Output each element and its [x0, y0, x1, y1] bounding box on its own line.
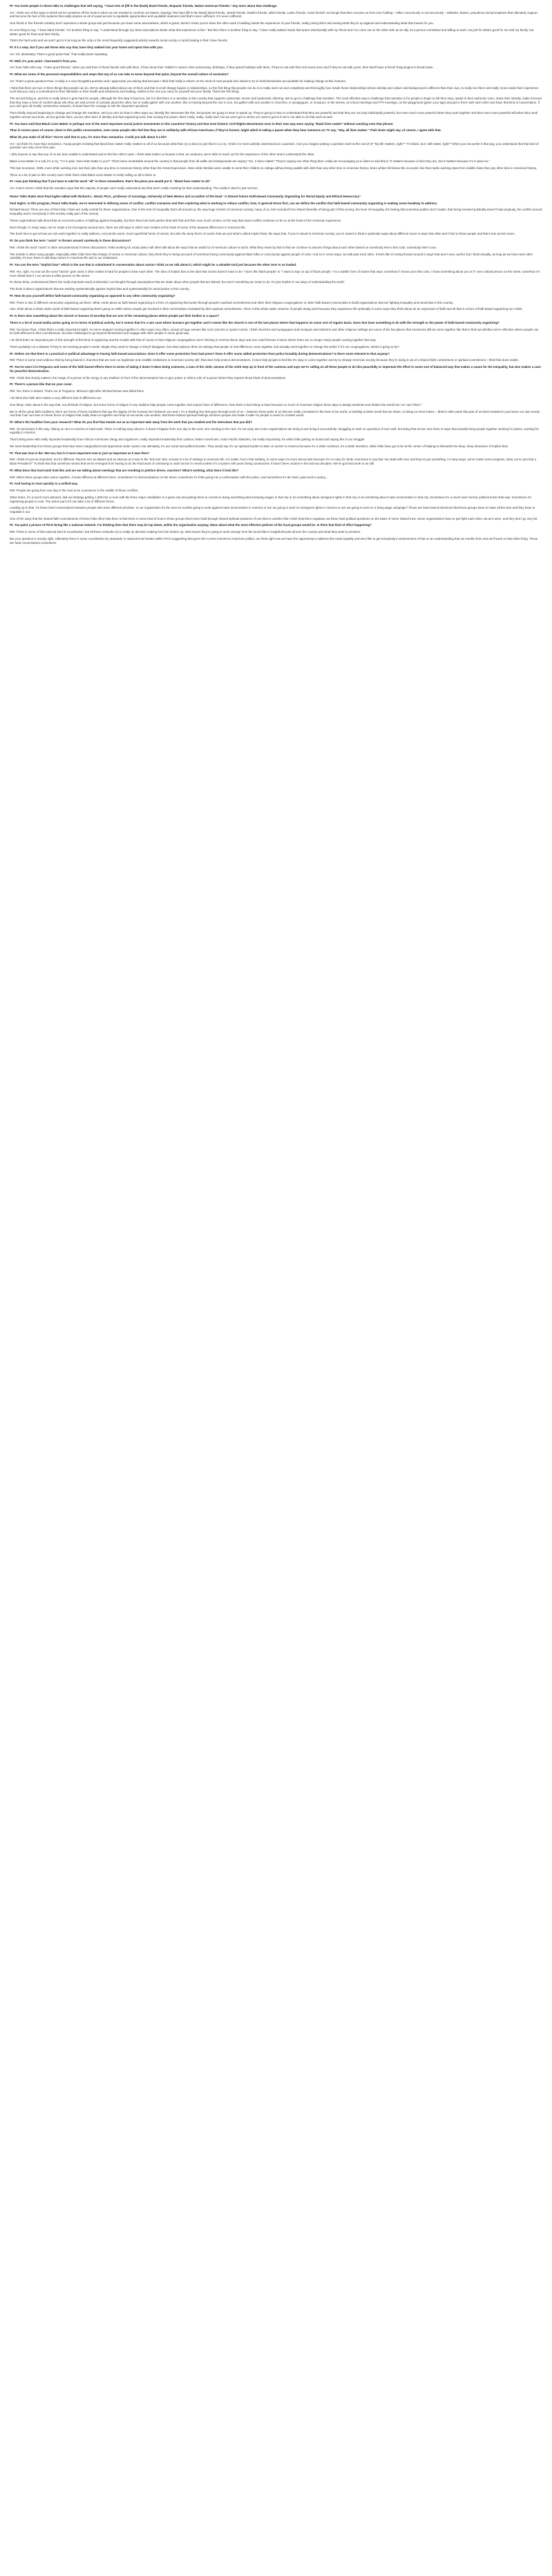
- question-paragraph: PI: Strikes me that there is a practical or political advantage to having faith-based associations. Does it offer some protection from bad press? Does it offer some added protection from police brutality during demonstrations? Is there some element to that anyway?: [10, 351, 390, 355]
- question-paragraph: PI: I was just thinking that if you have to add the word “all” in there somewhere, that’s the piece you would put it; “Black lives matter to all.”: [10, 179, 211, 184]
- answer-paragraph: RW: Yes, right. As soon as the word “racism” gets used, it often makes it hard for people to hear each other. The idea of implicit bias is the idea that racism doesn’t have to be “I don’t like black people” or “I want to stay on top of black people.” It’s a subtler form of racism that says; somehow if I know your skin color, I know something about you or if I see a black person on the street, somehow I’m more afraid than if I run across a white person on the street.: [10, 269, 540, 277]
- answer-paragraph: RW: You know Paul, I think that’s a really important insight. As we’ve stopped coming together in other ways very often, except at huge venues like rock concerts or sports events, I think churches and synagogues and mosques and ashrams and other religious settings are some of the few places that Americans still do come together like that to find out whether we’re reflective where people can be both affirmed in their commitments, but also challenged to go beyond themselves and engage with other people in some good way.: [10, 327, 539, 335]
- answer-paragraph: One thing I write about is the way that, not all kinds of religion, but some forms of religion in any tradition help people come together and respect lines of difference. Now that’s a hard thing to have because so much of American religion these days is deeply intolerant and divides the world into “us” and “them.”: [10, 402, 422, 407]
- answer-paragraph: Even though, in many ways, we’ve made a lot of progress around race, there are still ways in which race resides at the heart of some of the deepest differences in American life.: [10, 225, 247, 229]
- answer-paragraph: AH: Oh, absolutely! That’s a good point Paul. That really bears repeating.: [10, 52, 108, 56]
- question-paragraph: PI: You use the term “implicit bias” which is the one that is substituted in conversation about racism I think as we talk about it, which might be a valuable tool just because the other term is so loaded.: [10, 263, 297, 267]
- answer-paragraph: RW: People are going from one day to the next to be a presence in the middle of those conflicts.: [10, 489, 139, 493]
- answer-paragraph: RW: When these groups take action together, it looks different at different times. Sometimes it’s demonstrations on the street, sometimes it’s folks going into a confrontation with the police, and sometimes it’s the hard, quiet work in policy...: [10, 475, 328, 479]
- answer-paragraph: RW: I’d summarize it this way. Taking on race in America is hard work. There is nothing easy about it. It doesn’t happen from one day to the next; one meeting to the next, it’s not easy. But some organizations are doing it and doing it successfully; struggling to work on questions of race well, but doing that across race lines in ways that actually bring people together working for justice, working for equality in America.: [10, 427, 539, 435]
- answer-paragraph: I do think that’s an important part of this strength of this kind of organizing and the trouble with that of course is that religious congregations aren’t thriving in America these days and one could foresee a future where there are no longer many people coming together that way.: [10, 338, 377, 342]
- answer-paragraph: One friend or five friends certainly don’t represent a whole group and just because you have some associations, which is great, doesn’t mean you’ve done the other work of walking inside the experience of your friends, really joining them and seeing what they’re up against and understanding what that means for you.: [10, 21, 435, 26]
- answer-paragraph: But your question is exactly right. Ultimately there is some coordination by statewide or national level bodies within PICO suggesting that given the current moment in American politics, we think right now we have the opportunity to address this racial equality and we’d like to get everybody’s endorsement of that on an understanding that six months from now we’ll work on that other thing. Those are hard conversations sometimes.: [10, 537, 538, 545]
- answer-paragraph: RW: I think it’s just as important, but it’s different. Racism isn’t as blatant and as obvious as it was in the ’50s and ’60s, at least in a lot of settings in American life. It’s subtle, but in that subtlety, in some ways it’s more democratic because it’s so easy for white Americans to say that “we dealt with race and they’ve got something. In many ways, we’ve made some progress, what, we’ve just had a black President?” To think that that somehow means that we’ve emerged from having to do the hard work of continuing to undo racism in America when it’s a system 400 years being constructed. It hasn’t been undone in the last two decades. We’ve got hard work to do still.: [10, 458, 536, 465]
- answer-paragraph: I defy anyone to say that any of us are born unable to understand and to feel the other’s pain. I think what makes us human is that, as creatures, we’re able to reach out for the experience of the other and to understand the other.: [10, 153, 315, 157]
- answer-paragraph: Black Lives Matter is a call, it’s a cry; “I’m in pain. Does that matter to you?” That’s been remarkable around the country is that people from all walks and backgrounds are saying “Yes, it does matter!” They’re saying one other thing that I really am encouraging us to listen to and that is “it matters because of who they are, but it matters because I’m in pain too.”: [10, 159, 491, 163]
- answer-paragraph: These organizations talk about that as economic justice or fighting against inequality, but then they look both parties deal with that and then very much centers on the way that racial conflict continues to be so at the heart of the American experience.: [10, 218, 342, 222]
- question-paragraph: PI: That was true in the ‘60s too, but is it more important now or just as important as it was then?: [10, 451, 150, 455]
- answer-paragraph: Then thirdly, beyond beginning to change and change the narrative, and you can’t do that in other ways too, literally like interviews like this, but people are going to have to speak up. They’re going to have to understand that they are powerful and that they are not only individually powerful, but even much more powerful when they work together and then even more powerful still when they work together across race lines, across gender lines, across other lines of identity and that organizing work, that coming into power, that’s really, really, really hard, but we won’t get to where we need to get to if we’re not able to do that work as well.: [10, 111, 538, 119]
- question-paragraph: PI: What’s the headline from your research? What do you find that stands out as an important take away from the work that you studied and the interviews that you did?: [10, 420, 252, 424]
- answer-paragraph: Leading up to that, it’s these hard conversations between people who have different priorities. Is our organization for the next six months going to work against mass incarceration in America or are we going to work on immigrant rights in America or are we going to work on a living wage campaign? Those are hard tactical decisions that these groups have to make all the time and they have to negotiate it out.: [10, 506, 535, 514]
- question-paragraph: What do you make of all this? You’ve said that to you, it’s more than semantics. Could you talk about it a bit?: [10, 135, 167, 139]
- answer-paragraph: That’s the hard work and we won’t get to it as long as the only or the most frequently suggested activity towards racial comity or racial healing is that I have friends.: [10, 39, 228, 43]
- answer-paragraph: RW: There is some real evidence that by being based in churches that are seen as legitimate and credible institutions in American society still, that does help protect demonstrators. It does help people to feel like it’s okay to come together and try to change American society because they’re doing it out of a shared faith commitment or spiritual commitment. I think that does matter.: [10, 358, 519, 362]
- answer-paragraph: I do think also faith also makes a very different kind of difference too.: [10, 396, 102, 400]
- answer-paragraph: The trouble is when many people, especially white folks hear that charge of racism in American culture, they think they’re being accused of somehow being consciously against black folks or consciously against people of color. And so in some ways, we talk past each other. It feels like it’s being thrown around in ways that aren’t very careful, but I think actually, as long as we hear each other carefully, it’s true; there is still deep racism in American life and in our institutions.: [10, 252, 533, 260]
- answer-paragraph: This last recession, 2008, more white working men lost their jobs than any time in American history other than the Great Depression. More white families were unable to send their children to college without being saddle with debt than any other time in American history. More whites fell below the economic line that marks working class from middle class than any other time in American history.: [10, 166, 537, 170]
- answer-paragraph: RW: There is lots of different community organizing out there. What I write about as faith-based organizing is a form of organizing that works through people’s spiritual commitments and often their religious congregations or other faith-based communities to build organizations that are fighting inequality and racial bias in this country.: [10, 300, 454, 304]
- question-paragraph: PI: It’s a step, but if you ask those who say that, have they walked into your home and spent time with you.: [10, 46, 164, 50]
- answer-paragraph: It’s one thing to say, “I have black friends.” It’s another thing to say, “I understand through my close associations better what that experience is like.” But then there is another thing to say, “I have really walked inside that space intentionally with my friend and I’ve come out on the other side as an ally, as a person committed and willing to work, not just for what’s good for me and my family, but what’s good for them and their family.: [10, 28, 534, 36]
- answer-paragraph: The second thing is, and this is really where it gets hard for people, although the first step is hard too, but it is that there is a narrative in this country that supports systematic racism and systematic othering. We’ve got to challenge that narrative. The most effective way to challenge that narrative is for people to begin to tell their story, speak in their authentic voice, share their identity, make it known that they have a level of comfort about who they are and a level of curiosity about the other, but to really gather with one another, this is moving beyond the one to one, but gather with one another in churches, in synagogues, in mosques, in the streets, at school meetings and PTA meetings, on the playground (given your age) and get in there with each other and have that kind of conversation. If you can’t give all mostly constructive answers, at least have the courage to ask the important questions.: [10, 97, 542, 108]
- answer-paragraph: There is a lot of pain in this country and I think that’s what Black Lives Matter is really calling us all to listen to.: [10, 173, 157, 177]
- answer-paragraph: One of the ways that the shared faith commitments of these folks often help them is that there is some kind of trust in those groups that’s been built through shared spiritual practices of one kind or another that I think help them negotiate out these hard political questions on the basis of some shared trust. Some organizations have to just fight each other out as it were, and they don’t go very far.: [10, 516, 538, 520]
- answer-paragraph: That’s probably not a disaster if they’re not meeting people’s needs. Maybe they need to change or they’ll disappear, but what replaces them as settings that people of real difference come together and actually work together to change the world. If it’s not congregations, what’s it going to be?: [10, 344, 399, 349]
- answer-paragraph: AH: Even folks who say, “I have good friends,” when you ask them if those friends visit with them, if they know their children’s names, their anniversary, birthdays, if they spend holidays with them, if they’ve sat with their sick loved ones and if they’ve sat with yours, then that’ll have a friend” thing begins to break down.: [10, 66, 434, 70]
- answer-paragraph: The book is about organizations that are working systematically against implicit bias and systematically for racial justice in this country.: [10, 287, 190, 291]
- answer-paragraph: RW: I think the word “racist” is often misunderstood in these discussions. Folks working for racial justice will often talk about the ways that an awful lot of American culture is racist. What they mean by that is that we continue to assume things about each other based on somebody else’s skin color, somebody else’s race.: [10, 245, 437, 249]
- question-paragraph: PI: Is there also something about the church or houses of worship that are one of the remaining places where people put their bodies in a space?: [10, 314, 220, 318]
- question-paragraph: There is a lot of social media action going on in terms of political activity, but it seems that it’s a rare case where humans get together and it seems like the church is one of the last places where that happens on some sort of regular basis. Does that have something to do with the strength or the power of faith-based community organizing?: [10, 320, 499, 324]
- answer-paragraph: I think that there are two or three things that people can do. We’ve already talked about one of them and that is at all change begins in relationships, so the first thing that people can do is to really seek out and completely and thoroughly love inside those relationships whose identity and culture and background is different than their own, to really see them and really move inside their experience such that you carry a commitment to their liberation or their health and wholeness and healing, similar to the one you carry for yourself and your family. That’s the first thing.: [10, 86, 539, 94]
- question-paragraph: PI: You’ve seen it in Ferguson and some of the faith-based efforts there in terms of taking it down it takes being someone, a man of the cloth, woman of the cloth step up in front of the cameras and says we’re calling on all these people to do this peacefully or important the effort in some sort of balanced way that makes a cause for the inequality, but also makes a case for peaceful demonstration.: [10, 365, 542, 373]
- answer-paragraph: Also, think about a whole wider world of faith-based organizing that’s going on within where people get involved in their communities motivated by their spiritual commitments. There is this whole wider universe of people doing work because they experience life spiritually in some ways they think about as an expression of faith and all that is a form of faith-based organizing too I think.: [10, 307, 523, 311]
- article-body: [0, 0, 552, 553]
- interview-byline: Peace Talks Radio Host Paul Ingles talked with Richard L. Wood, Ph.D., professor of sociology, University of New Mexico and co-author of the book “A Shared Future Faith-based Community Organizing for Racial Equity and Ethical Democracy”: [10, 194, 361, 198]
- answer-paragraph: Richard Wood: There are two of them that I think are really central for these organizations. One is the level of inequality that’s all around us; the way huge chunks of American society, many of us, feel excluded from shared benefits of being part of this society, the level of inequality, the feeling that somehow politics don’t matter, that being involved politically doesn’t help anybody, the conflict around inequality and is everybody in this society really part of the society.: [10, 208, 542, 216]
- answer-paragraph: It’s these deep, unintentional (that’s the really important word) unintended, not thought through assumptions that we make about other people that are biased, but aren’t something we mean to do. It’s just implicit in our ways of understanding the world.: [10, 280, 345, 284]
- answer-paragraph: AH: I do think it’s more than semantics. Young people insisting that black lives matter really matters to all of us because what that cry is about is just that it is a cry. I think it is most usefully understood as a question. Can you imagine putting a question mark at the end of it? “My life matters, right?” “I’m black, but I still matter, right?” When you encounter it that way, you understand that that kind of question can only come from pain.: [10, 142, 539, 150]
- question-paragraph: PI: You invite people in those talks to challenges that will saying, “I have lots of (fill in the blank) black friends, Hispanic friends, Native American friends.” Say more about that challenge.: [10, 4, 278, 8]
- answer-paragraph: AH: That’s a great question Paul. It really is a very thoughtful question and I appreciate you asking that because I think that really is what’s on the mind of most people who intend to try to hold themselves accountable for making change at this moment.: [10, 79, 346, 83]
- question-paragraph: PI: You have said that Black Lives Matter is perhaps one of the most important social justice movements in this countries’ history and that even historic Civil Rights Movements even in their own way were saying “black lives matter” without catching onto that phrase.: [10, 121, 394, 126]
- question-paragraph: PI: There’s a picture like that on your cover.: [10, 382, 73, 387]
- question-paragraph: Paul Ingles: In this program, Peace Talks Radio, we’re interested in defining zones of conflict, conflict scenarios and then exploring what is working to reduce conflict, how, in general terms first, can we define the conflict that faith-based community organizing is making some headway to address.: [10, 201, 438, 205]
- question-paragraph: Then in recent years of course, there is this public conversation, even some people who feel that they are in solidarity with African Americans, if they’re honest, might admit to taking a pause when they hear someone on TV say, “Hey, all lives matter.” Their brain might say, of course, I agree with that.: [10, 128, 441, 133]
- answer-paragraph: AH: Amen! Amen! I think that the narrative says that the majority of people can’t really understand and that aren’t really reaching for that understanding. The reality is that it’s just not true.: [10, 186, 258, 191]
- answer-paragraph: RW: Yes, there is indeed. That’s out of Ferguson, Missouri right after Michael Brown was killed there.: [10, 389, 145, 393]
- question-paragraph: PI: You paint a picture of PICO being like a national network. I’m thinking then that there may be top down, within the organization anyway, ideas about what the most effective policies of the local groups would be. Is there that kind of effort happening?: [10, 523, 372, 527]
- question-paragraph: PI: How do you yourself define faith-based community organizing as opposed to any other community organizing?: [10, 293, 175, 297]
- question-paragraph: PI: What does that hard work look like and are we talking about meetings that are resulting in petition drives, marches? What’s working, what does it look like?: [10, 468, 239, 472]
- answer-paragraph: We need leadership from those groups that have been marginalized and oppressed under racism, but ultimately, it’s our moral and political burden. They would say it’s our spiritual burden to take on racism in America because it’s a white construct, it’s a white invention, white folks have got to be at the center of helping to dismantle the deep, deep structures of implicit bias.: [10, 444, 509, 448]
- answer-paragraph: Other times, it’s a much more planned, laid out strategy getting 1,000 into a room with the three major candidates in a given city and getting them to commit to doing something about keeping wages in that city or do something about immigrant rights in that city or do something about mass incarceration in that city. Sometimes it’s a much more formal, political action that way. Sometimes it’s registering people to vote. The action part of it can take a lot of different forms.: [10, 495, 531, 503]
- answer-paragraph: That’s being done with really important leadership from African-Americans clergy and organizers, really important leadership from Latinos, Native Americans, Asian Pacific Islanders, but really importantly, it’s white folks getting on board and saying this is our struggle.: [10, 438, 365, 442]
- question-paragraph: PI: Do you think the term “racist” is thrown around carelessly in these discussions?: [10, 239, 131, 243]
- answer-paragraph: AH: I think one of the ways in which we let ourselves off the hook is when we are needed to confront our biases; (saying) “We have [fill in the blank] black friends, Jewish friends, Muslim friends, white friends, Latino friends, Asian friends” as though that then excuses us from ever holding – either consciously or unconsciously – attitudes, biases, prejudices and perceptions that ultimately support and become the fuel of the systems that really deprive us all of equal access to equitable opportunities and equitable treatment and that’s never sufficient. It’s never sufficient.: [10, 10, 537, 19]
- answer-paragraph: But in all the great faith traditions, there are forms of those traditions that say the dignity (of the human) isn’t between you and I, it’s a dividing line that goes through each of us – between those parts of us that are really committed to the best in the world, to building a better world that we share, to being our best selves – (that’s) other parts that part of us that’s tempted to just serve our own needs. And that if we can lean on those forms of religion that really draw us together and help us encounter one another, that those shared spiritual feelings reinforce people and make it safer for people to work for a better world.: [10, 409, 541, 418]
- question-paragraph: PI: What are some of the personal responsibilities and steps that any of us can take to move beyond that point, beyond the overall culture of exclusion?: [10, 72, 229, 77]
- answer-paragraph: RW: I think that clearly matters; the image of a person of the clergy in any tradition in front of the demonstration has to give police or others a bit of a pause before they repress those kinds of demonstrations.: [10, 375, 287, 380]
- answer-paragraph: RW: There is some of that national kind of coordination, but all these networks try to really do decision making from the bottom up; what issues they’re going to work emerge from the local folks in neighborhoods all over the country and what they want to prioritize.: [10, 530, 361, 534]
- question-paragraph: PI: Well, it’s your point. I borrowed it from you.: [10, 59, 77, 63]
- answer-paragraph: The book tries to get at how we can work together to really address, not just the worst, most superficial forms of racism, but also the deep forms of racism that are just what’s called implicit bias; the ways that, if you’re raised in American society, you’re raised to think in particular ways about different races in ways that often aren’t fair to those people and that’s true across races.: [10, 232, 515, 236]
- question-paragraph: PI: And having to react quickly in a unified way.: [10, 482, 78, 486]
